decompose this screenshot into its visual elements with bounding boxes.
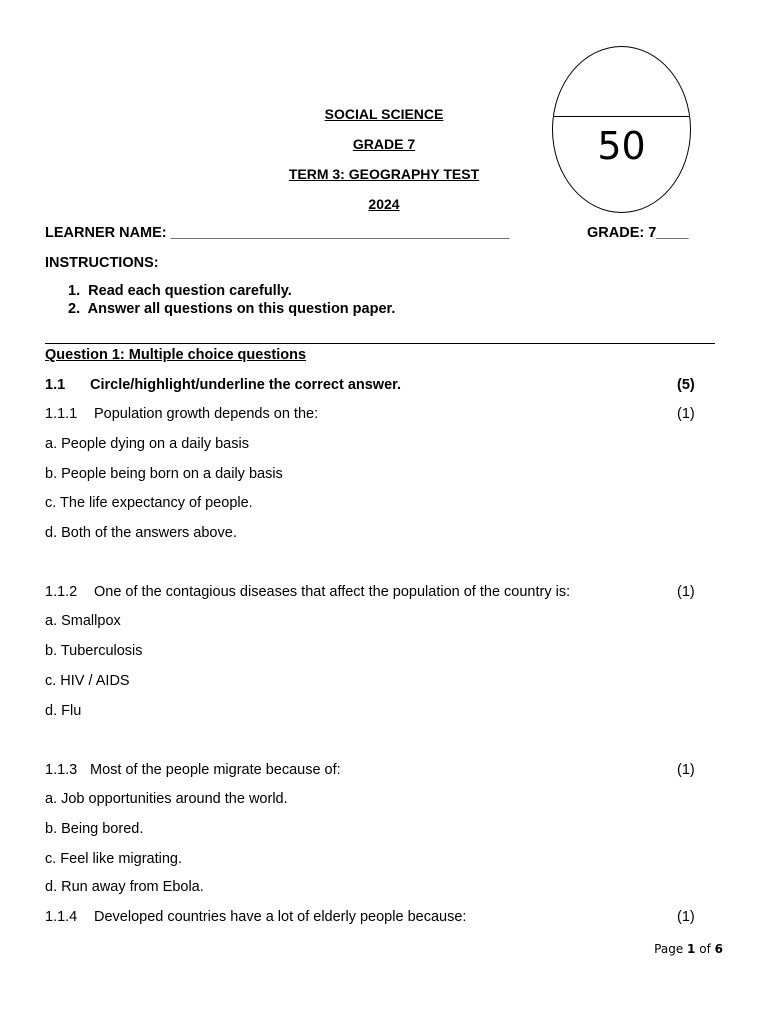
question-marks: (1) xyxy=(677,584,695,600)
instruction-item: 2. Answer all questions on this question paper. xyxy=(68,301,396,317)
question-marks: (1) xyxy=(677,406,695,422)
page-footer xyxy=(654,942,723,956)
question-number: 1.1.4 xyxy=(45,909,78,925)
section-instruction: Circle/highlight/underline the correct answer. xyxy=(90,377,402,393)
answer-option[interactable]: b. Being bored. xyxy=(45,821,144,837)
instructions-title: INSTRUCTIONS: xyxy=(45,255,159,271)
answer-option[interactable]: d. Flu xyxy=(45,703,82,719)
footer-page-word: Page xyxy=(654,942,684,956)
answer-option[interactable]: b. People being born on a daily basis xyxy=(45,466,283,482)
question-marks: (1) xyxy=(677,909,695,925)
answer-option[interactable]: c. HIV / AIDS xyxy=(45,673,130,689)
section-number: 1.1 xyxy=(45,377,66,393)
term-title: TERM 3: GEOGRAPHY TEST xyxy=(288,166,480,182)
answer-option[interactable]: d. Both of the answers above. xyxy=(45,525,237,541)
score-total: 50 xyxy=(597,124,646,168)
answer-option[interactable]: d. Run away from Ebola. xyxy=(45,879,204,895)
answer-option[interactable]: c. The life expectancy of people. xyxy=(45,495,253,511)
question-number: 1.1.3 xyxy=(45,762,78,778)
question-marks: (1) xyxy=(677,762,695,778)
answer-option[interactable]: a. Smallpox xyxy=(45,613,121,629)
question1-title: Question 1: Multiple choice questions xyxy=(45,347,307,363)
question-text: Population growth depends on the: xyxy=(94,406,319,422)
question-number: 1.1.2 xyxy=(45,584,78,600)
answer-option[interactable]: a. People dying on a daily basis xyxy=(45,436,249,452)
score-oval xyxy=(552,46,691,213)
instruction-item: 1. Read each question carefully. xyxy=(68,283,292,299)
section-marks: (5) xyxy=(677,377,695,393)
question-number: 1.1.1 xyxy=(45,406,78,422)
answer-option[interactable]: c. Feel like migrating. xyxy=(45,851,182,867)
question-text: Most of the people migrate because of: xyxy=(90,762,341,778)
question-text: Developed countries have a lot of elderly people because: xyxy=(94,909,467,925)
footer-total-pages: 6 xyxy=(714,942,723,956)
answer-option[interactable]: b. Tuberculosis xyxy=(45,643,143,659)
divider-line xyxy=(45,343,715,344)
instruction-text: Answer all questions on this question paper. xyxy=(87,301,396,317)
year-title: 2024 xyxy=(368,196,400,212)
score-divider xyxy=(553,116,690,117)
question-text: One of the contagious diseases that affect the population of the country is: xyxy=(94,584,571,600)
learner-name-label: LEARNER NAME: __________________________________________ xyxy=(45,225,510,241)
instruction-text: Read each question carefully. xyxy=(88,283,292,299)
subject-title: SOCIAL SCIENCE xyxy=(324,106,444,122)
footer-of-word: of xyxy=(699,942,711,956)
grade-title: GRADE 7 xyxy=(352,136,416,152)
footer-current-page: 1 xyxy=(687,942,696,956)
learner-grade-label: GRADE: 7____ xyxy=(587,225,689,241)
answer-option[interactable]: a. Job opportunities around the world. xyxy=(45,791,288,807)
